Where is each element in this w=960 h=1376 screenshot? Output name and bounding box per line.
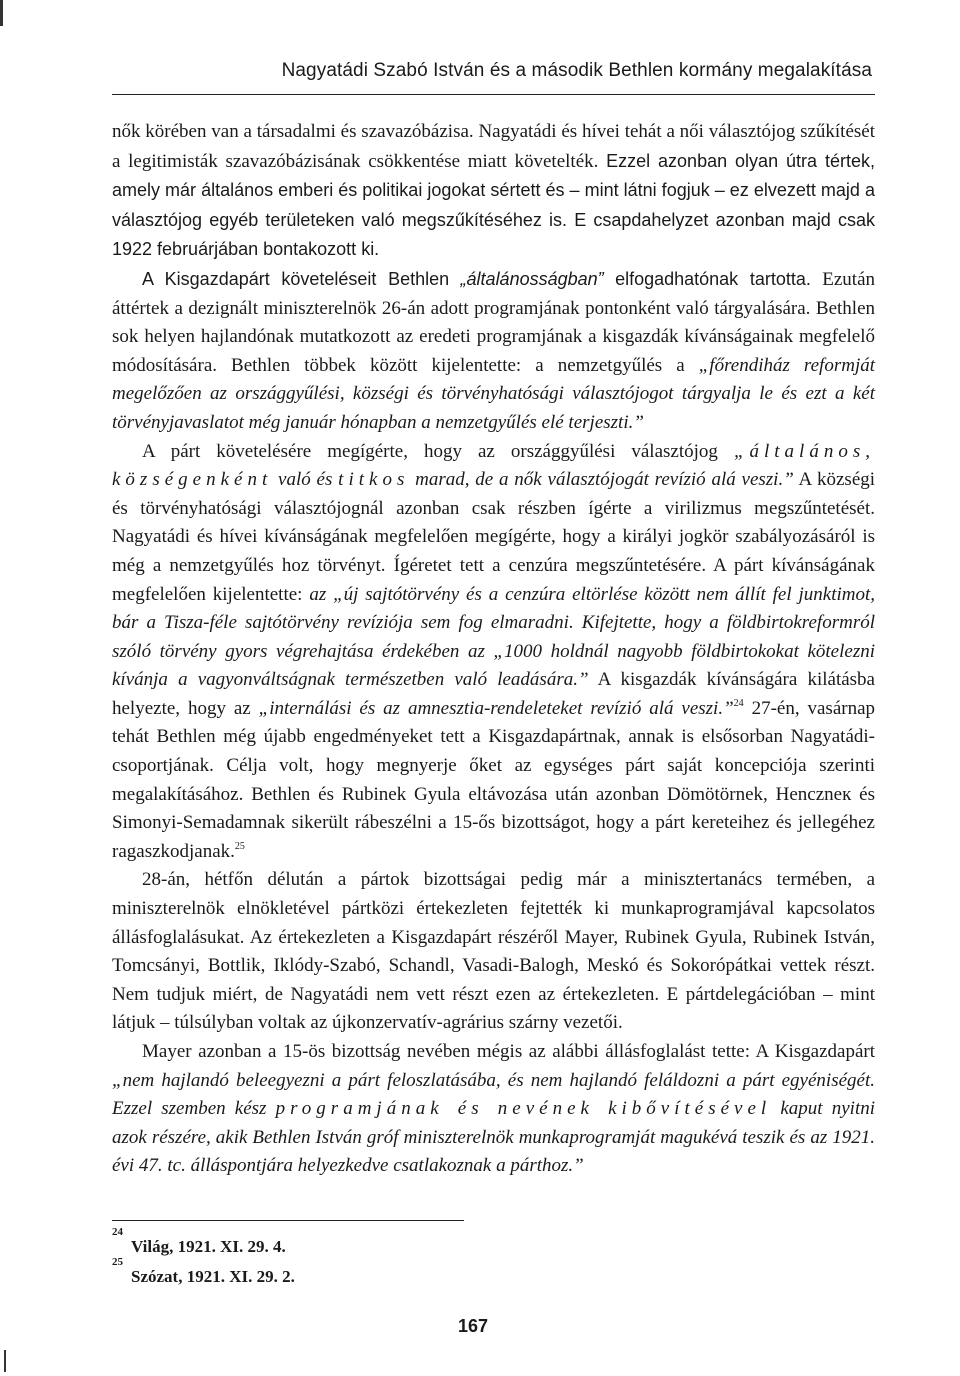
- scan-edge-mark-bottom: [4, 1350, 6, 1372]
- paragraph-3-part-a: A párt követelésére megígérte, hogy az országgyűlési választójog: [142, 440, 718, 462]
- footnote-number: 25: [112, 1256, 123, 1268]
- paragraph-3-part-d: való és: [278, 469, 333, 491]
- body-text: [112, 118, 875, 1181]
- paragraph-5: [112, 1038, 875, 1181]
- paragraph-3-part-f: marad, de a nők választójogát revízió alá veszi.”: [415, 469, 794, 491]
- paragraph-3-part-g: A községi és törvényhatósági választójognál azonban csak részben ígérte a virilizmus megszűntetését. Nagyatádi és hívei kívánságának megfelelően megígérte, hogy a királyi jogkör szabályozásáról is még a nemzetgyűlés hoz törvényt. Ígéretet tett a cenzúra megszűntetésére. A párt kívánságának megfelelően kijelentette:: [112, 469, 876, 605]
- paragraph-5-part-a: Mayer azonban a 15-ös bizottság nevében mégis az alábbi állásfoglalást tette: A Kisgazdapárt: [142, 1041, 875, 1062]
- paragraph-5-italic-quote: „nem hajlandó beleegyezni a párt feloszlatásába, és nem hajlandó feláldozni a párt egyéniségét. Ezzel szemben kész: [112, 1069, 875, 1120]
- scan-edge-mark: [0, 0, 3, 26]
- footnote-ref-25[interactable]: 25: [234, 840, 245, 852]
- paragraph-2-part-c: elfogadhatónak tartotta.: [615, 268, 811, 289]
- spaced-program-name: programjának és nevének kibővítésével: [275, 1098, 772, 1120]
- footnotes: [112, 1226, 712, 1292]
- footnote-25: [112, 1256, 712, 1292]
- paragraph-1: [112, 118, 875, 265]
- spaced-secret: titkos: [338, 469, 410, 491]
- paragraph-2-part-d: Ezután áttértek a dezignált miniszterelnök 26-án adott programjának pontonként való tárgyalására. Bethlen sok helyen hajlandónak mutatkozott az eredeti programjának a kisgazdák kívánságainak megfelelő módosítására. Bethlen többek között kijelentette: a nemzetgyűlés a: [112, 268, 876, 376]
- paragraph-4: 28-án, hétfőn délután a pártok bizottságai pedig már a minisztertanács termében, a miniszterelnök elnökletével pártközi értekezleten fejtették ki munkaprogramjával kapcsolatos állásfoglalásukat. Az értekezleten a Kisgazdapárt részéről Mayer, Rubinek Gyula, Rubinek István, Tomcsányi, Bottlik, Iklódy-Szabó, Schandl, Vasadi-Balogh, Meskó és Sokorópátkai vettek részt. Nem tudjuk miért, de Nagyatádi nem vett részt ezen az értekezleten. E pártdelegációban – mint látjuk – túlsúlyban voltak az újkonzervatív-agrárius szárny vezetői.: [112, 869, 875, 1034]
- paragraph-2-part-a: A Kisgazdapárt követeléseit Bethlen: [142, 268, 450, 289]
- paragraph-3-italic-internment: „internálási és az amnesztia-rendeleteket revízió alá veszi.”: [258, 697, 734, 719]
- paragraph-2-italic-quote: „főrendiház reformját megelőzően az országgyűlési, községi és törvényhatósági választójogot tárgyalja le és ezt a két törvényjavaslatot még január hónapban a nemzetgyűlés elé terjeszti.”: [112, 354, 875, 433]
- footnote-number: 24: [112, 1226, 123, 1238]
- footnote-ref-24[interactable]: 24: [733, 697, 744, 709]
- paragraph-2-quote: „általánosságban”: [460, 268, 604, 289]
- footnote-24: [112, 1226, 712, 1262]
- page-number: 167: [458, 1316, 489, 1336]
- paragraph-3-part-k: 27-én, vasárnap tehát Bethlen még újabb engedményeket tett a Kisgazdapártnak, annak is elsősorban Nagyatádi-csoportjának. Célja volt, hogy megnyerje őket az egységes párt saját koncepciója szerinti megalakításához. Bethlen és Rubinek Gyula eltávozása után azonban Dömötörnek, Henczneк és Simonyi-Semadamnak sikerült rábeszélni a 15-ős bizottságot, hogy a párt kereteihez és jellegéhez ragaszkodjanak.: [112, 697, 876, 862]
- spaced-by-municipality: községenként: [112, 469, 273, 491]
- paragraph-3-part-i: A kisgazdák kívánságára kilátásba helyezte, hogy az: [112, 669, 875, 719]
- running-head: Nagyatádi Szabó István és a második Bethlen kormány megalakítása: [281, 60, 872, 81]
- paragraph-5-italic-end: kaput nyitni azok részére, akik Bethlen István gróf miniszterelnök munkaprogramját magukévá teszik és az 1921. évi 47. tc. álláspontjára helyezkedve csatlakoznak a párthoz.”: [112, 1098, 875, 1177]
- paragraph-1-part-b: Ezzel azonban olyan útra tértek, amely már általános emberi és politikai jogokat sértett és – mint látni fogjuk – ez elvezett majd a választójog egyéb területeken való megszűkítéséhez is. E csapdahelyzet azonban majd csak 1922 februárjában bontakozott ki.: [112, 150, 875, 260]
- header-rule: [112, 94, 875, 95]
- spaced-general: „általános,: [733, 440, 875, 462]
- footnote-text: Világ, 1921. XI. 29. 4.: [131, 1237, 286, 1256]
- paragraph-3-italic-press: az „új sajtótörvény és a cenzúra eltörlése között nem állít fel junktimot, bár a Tisza-féle sajtótörvény revíziója sem fog elmaradni. Kifejtette, hogy a földbirtokreformról szóló törvény gyors végrehajtása érdekében az „1000 holdnál nagyobb földbirtokokat kötelezni kívánja a vagyonváltságnak természetben való leadására.”: [112, 583, 875, 691]
- footnote-rule: [112, 1220, 464, 1221]
- footnote-text: Szózat, 1921. XI. 29. 2.: [131, 1267, 295, 1286]
- paragraph-1-part-a: nők körében van a társadalmi és szavazóbázisa. Nagyatádi és hívei tehát a női választójog szűkítését a legitimisták szavazóbázisának csökkentése miatt követelték.: [112, 121, 875, 172]
- paragraph-3: [112, 438, 875, 867]
- paragraph-2: [112, 265, 875, 438]
